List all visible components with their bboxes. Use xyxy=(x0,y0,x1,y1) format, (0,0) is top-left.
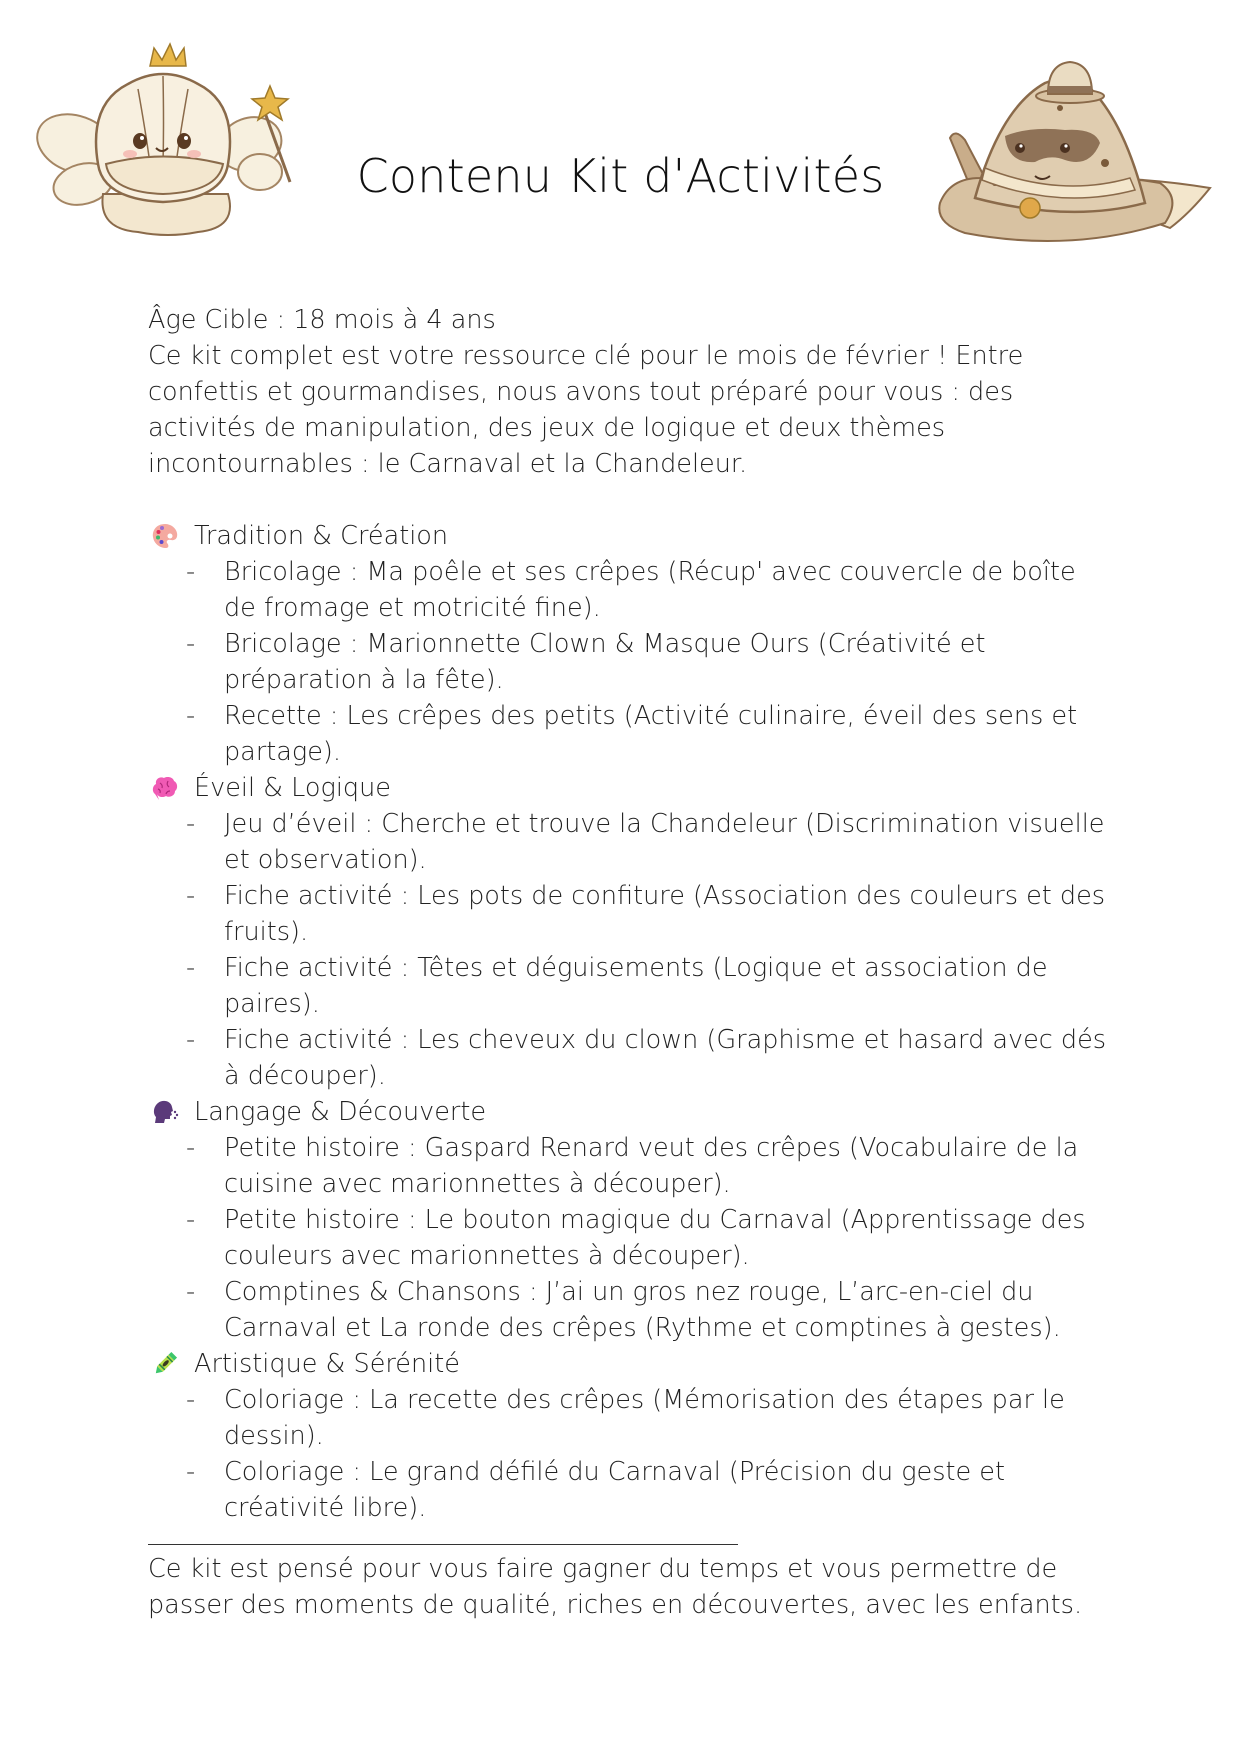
list-item: - Bricolage : Ma poêle et ses crêpes (Récup' avec couvercle de boîte de fromage et motricité fine). xyxy=(186,557,1076,623)
list-item: - Comptines & Chansons : J’ai un gros nez rouge, L’arc-en-ciel du Carnaval et La ronde des crêpes (Rythme et comptines à gestes). xyxy=(186,1277,1061,1343)
section-title: Éveil & Logique xyxy=(194,773,391,803)
intro-description: Ce kit complet est votre ressource clé pour le mois de février ! Entre confettis et gourmandises, nous avons tout préparé pour vous : des activités de manipulation, des jeux de logique et deux thèmes incontournables : le Carnaval et la Chandeleur. xyxy=(148,341,1024,479)
list-item: - Recette : Les crêpes des petits (Activité culinaire, éveil des sens et partage). xyxy=(186,701,1078,767)
section-langage-decouverte xyxy=(148,1094,1108,1346)
closing-text: Ce kit est pensé pour vous faire gagner du temps et vous permettre de passer des moments de qualité, riches en découvertes, avec les enfants. xyxy=(148,1554,1083,1620)
masked-shell-mascot-illustration xyxy=(920,28,1220,253)
section-artistique-serenite xyxy=(148,1346,1108,1526)
list-item: - Fiche activité : Les cheveux du clown (Graphisme et hasard avec dés à découper). xyxy=(186,1025,1107,1091)
page-title: Contenu Kit d'Activités xyxy=(356,148,885,203)
list-item: - Bricolage : Marionnette Clown & Masque Ours (Créativité et préparation à la fête). xyxy=(186,629,986,695)
section-title: Langage & Découverte xyxy=(194,1097,487,1127)
section-title: Artistique & Sérénité xyxy=(194,1349,460,1379)
section-eveil-logique xyxy=(148,770,1108,1094)
speaking-head-icon xyxy=(150,1097,180,1127)
palette-icon xyxy=(150,521,180,551)
section-tradition-creation xyxy=(148,518,1108,770)
content-body xyxy=(148,302,1108,1623)
list-item: - Jeu d’éveil : Cherche et trouve la Chandeleur (Discrimination visuelle et observation). xyxy=(186,809,1105,875)
brain-icon xyxy=(150,773,180,803)
list-item: - Coloriage : La recette des crêpes (Mémorisation des étapes par le dessin). xyxy=(186,1385,1065,1451)
crayon-icon xyxy=(150,1349,180,1379)
list-item: - Fiche activité : Les pots de confiture (Association des couleurs et des fruits). xyxy=(186,881,1106,947)
list-item: - Petite histoire : Gaspard Renard veut des crêpes (Vocabulaire de la cuisine avec marionnettes à découper). xyxy=(186,1133,1079,1199)
list-item: - Coloriage : Le grand défilé du Carnaval (Précision du geste et créativité libre). xyxy=(186,1457,1005,1523)
list-item: - Petite histoire : Le bouton magique du Carnaval (Apprentissage des couleurs avec marionnettes à découper). xyxy=(186,1205,1086,1271)
list-item: - Fiche activité : Têtes et déguisements (Logique et association de paires). xyxy=(186,953,1048,1019)
separator-line xyxy=(148,1538,738,1545)
section-title: Tradition & Création xyxy=(194,521,449,551)
shell-fairy-mascot-illustration xyxy=(28,14,298,244)
age-target: Âge Cible : 18 mois à 4 ans xyxy=(148,305,496,335)
